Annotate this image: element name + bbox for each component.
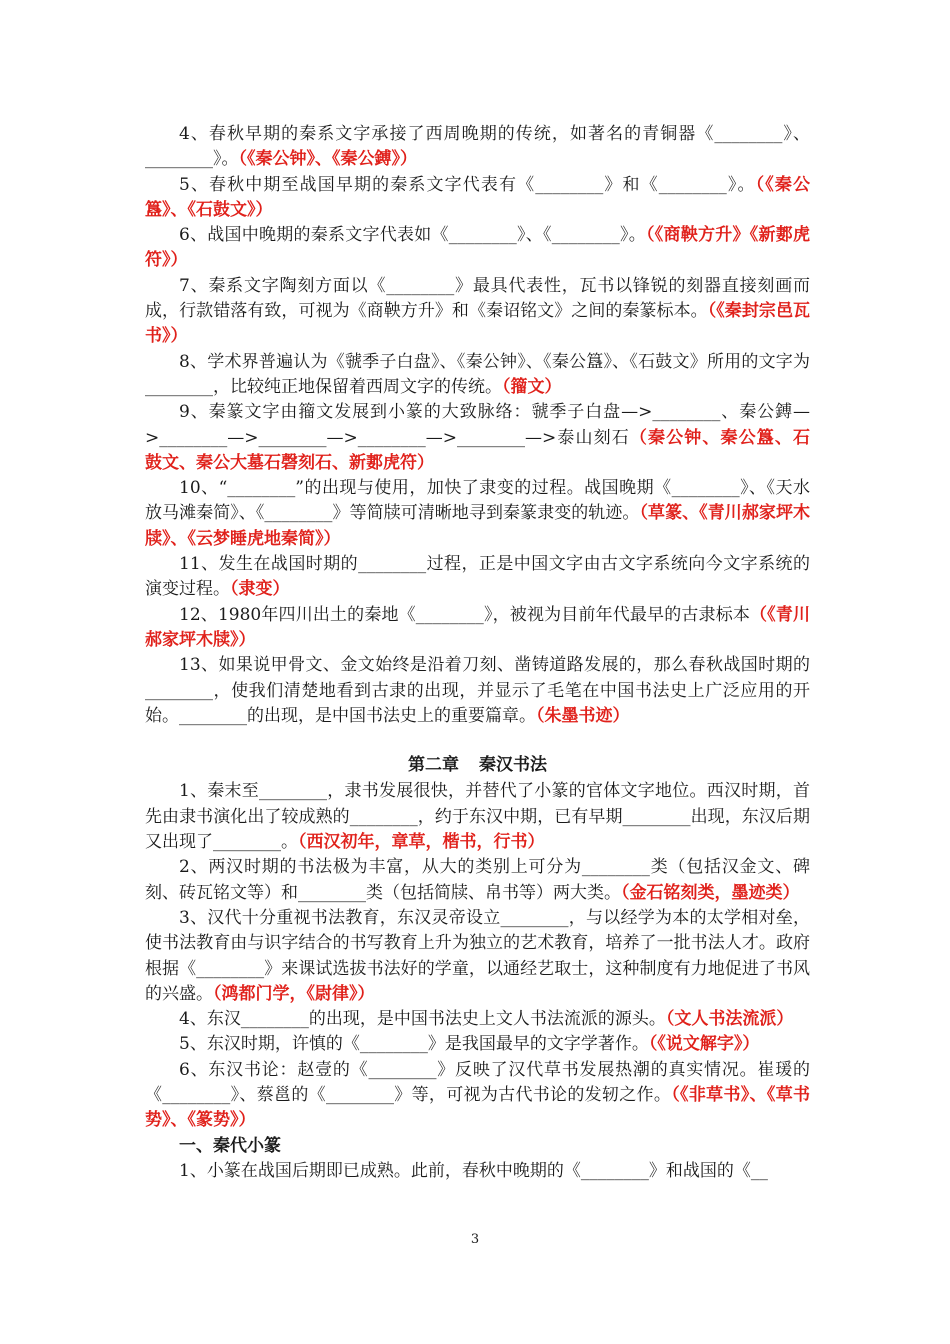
question-item: [145, 223, 810, 274]
question-text: 2、两汉时期的书法极为丰富，从大的类别上可分为________类（包括汉金文、碑刻、砖瓦铭文等）和________类（包括简牍、帛书等）两大类。: [145, 857, 810, 903]
answer-text: （朱墨书迹）: [536, 705, 630, 726]
question-text: 4、东汉________的出现，是中国书法史上文人书法流派的源头。: [179, 1009, 666, 1030]
question-text: 13、如果说甲骨文、金文始终是沿着刀刻、凿铸道路发展的，那么春秋战国时期的________，使我们清楚地看到古隶的出现，并显示了毛笔在中国书法史上广泛应用的开始。________的出现，是中国书法史上的重要篇章。: [145, 655, 810, 726]
question-text: 6、战国中晚期的秦系文字代表如《________》、《________》。: [179, 225, 647, 246]
answer-text: （《秦封宗邑瓦书》）: [145, 301, 811, 347]
question-item: [145, 1159, 810, 1184]
question-item: [145, 274, 810, 350]
answer-text: （《青川郝家坪木牍》）: [145, 604, 810, 650]
answer-text: （西汉初年，章草，楷书，行书）: [298, 832, 545, 853]
question-item: [145, 906, 810, 1007]
chapter-title: 秦汉书法: [479, 755, 547, 776]
question-item: [145, 552, 810, 603]
subsection-title: 一、秦代小篆: [179, 1135, 281, 1156]
answer-text: （《说文解字》）: [648, 1034, 760, 1055]
answer-text: （隶变）: [230, 579, 290, 600]
question-text: 4、春秋早期的秦系文字承接了西周晚期的传统，如著名的青铜器《________》、________》。: [145, 124, 810, 170]
answer-text: （鸿都门学，《尉律》）: [213, 983, 375, 1004]
question-item: [145, 350, 810, 401]
question-text: 11、发生在战国时期的________过程，正是中国文字由古文字系统向今文字系统的演变过程。: [145, 554, 810, 600]
question-item: [145, 1058, 810, 1134]
answer-text: （籀文）: [502, 376, 562, 397]
answer-text: （文人书法流派）: [665, 1009, 794, 1030]
question-text: 5、东汉时期，许慎的《________》是我国最早的文字学著作。: [179, 1034, 649, 1055]
question-item: [145, 779, 810, 855]
answer-text: （《非草书》、《草书势》、《篆势》）: [145, 1084, 811, 1131]
question-text: 8、学术界普遍认为《虢季子白盘》、《秦公钟》、《秦公簋》、《石鼓文》所用的文字为________，比较纯正地保留着西周文字的传统。: [145, 351, 810, 397]
answer-text: （《秦公钟》、《秦公鎛》）: [238, 149, 417, 170]
question-text: 10、“________”的出现与使用，加快了隶变的过程。战国晚期《________》、《天水放马滩秦简》、《________》等简牍可清晰地寻到秦篆隶变的轨迹。: [145, 478, 810, 524]
answer-text: （草篆、《青川郝家坪木牍》、《云梦睡虎地秦简》）: [145, 503, 811, 549]
question-item: [145, 173, 810, 224]
answer-text: （金石铭刻类，墨迹类）: [621, 882, 800, 903]
question-item: [145, 476, 810, 552]
question-item: [145, 122, 810, 173]
answer-text: （《秦公簋》、《石鼓文》）: [145, 174, 810, 220]
question-text: 7、秦系文字陶刻方面以《________》最具代表性，瓦书以锋锐的刻器直接刻画而成，行款错落有致，可视为《商鞅方升》和《秦诏铭文》之间的秦篆标本。: [145, 275, 810, 322]
question-item: [145, 1007, 810, 1032]
question-text: 1、秦末至________，隶书发展很快，并替代了小篆的官体文字地位。西汉时期，首先由隶书演化出了较成熟的________，约于东汉中期，已有早期________出现，东汉后期又出现了________。: [145, 781, 810, 853]
question-item: [145, 653, 810, 729]
page-number: 3: [470, 1232, 480, 1247]
page-content: [145, 122, 810, 1184]
question-text: 6、东汉书论：赵壹的《________》反映了汉代草书发展热潮的真实情况。崔瑗的《________》、蔡邕的《________》等，可视为古代书论的发轫之作。: [145, 1059, 810, 1105]
chapter-heading: [145, 753, 810, 778]
chapter-number: 第二章: [408, 755, 459, 776]
answer-text: （《商鞅方升》《新郪虎符》）: [145, 225, 810, 271]
question-item: [145, 603, 810, 654]
question-text: 3、汉代十分重视书法教育，东汉灵帝设立________，与以经学为本的太学相对垒，使书法教育由与识字结合的书写教育上升为独立的艺术教育，培养了一批书法人才。政府根据《________》来课试选拔书法好的学童，以通经艺取士，这种制度有力地促进了书风的兴盛。: [145, 907, 810, 1004]
question-text: 12、1980年四川出土的秦地《________》，被视为目前年代最早的古隶标本: [179, 604, 751, 625]
answer-text: （秦公钟、秦公簋、石鼓文、秦公大墓石磬刻石、新郪虎符）: [145, 427, 810, 473]
question-text: 1、小篆在战国后期即已成熟。此前，春秋中晚期的《________》和战国的《__: [179, 1160, 768, 1181]
question-text: 5、春秋中期至战国早期的秦系文字代表有《________》和《________》。: [179, 174, 756, 195]
question-item: [145, 1032, 810, 1057]
question-item: [145, 855, 810, 906]
question-text: 9、秦篆文字由籀文发展到小篆的大致脉络：虢季子白盘—>________、秦公鎛—>________—>________—>________—>________—>泰山刻石: [145, 402, 810, 448]
question-item: [145, 400, 810, 476]
